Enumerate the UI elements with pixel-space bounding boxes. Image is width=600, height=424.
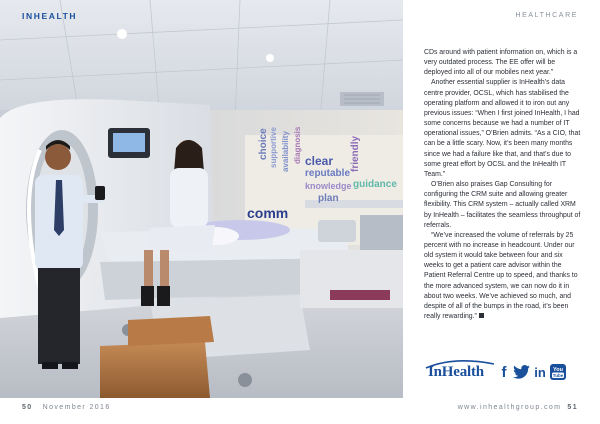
youtube-icon[interactable]: [550, 364, 566, 380]
article-paragraph: O’Brien also praises Gap Consulting for configuring the CRM suite and allowing greater flexibility. This CRM system – actually called XRM by InHealth – facilitates the seamless throughput of referrals.: [424, 181, 581, 229]
wall-word: diagnosis: [293, 126, 302, 164]
article-body: [424, 48, 583, 322]
right-page-number: 51: [567, 404, 578, 411]
article-paragraph: CDs around with patient information on, which is a very outdated process. The EE offer will be deployed into all of our mobiles next year.”: [424, 49, 578, 77]
wall-word: availability: [281, 131, 290, 172]
logo-text: InHealth: [428, 364, 484, 380]
left-page-folio: [22, 404, 111, 411]
wall-word: guidance: [353, 179, 397, 190]
website-url[interactable]: www.inhealthgroup.com: [457, 404, 562, 411]
social-links: [499, 363, 566, 381]
wall-word: choice: [258, 128, 269, 160]
inhealth-logo: [424, 358, 498, 388]
article-paragraph: Another essential supplier is InHealth’s data centre provider, OCSL, which has stabilised the operating platform and allowed it to iron out any previous issues: “When I first joined InHealth, I had some concerns because we had a number of IT operational issues,” O’Brien admits. “As a CIO, that can be a little scary. Now, it’s been many months since we had a failure like that, and that’s due to some great effort by OCSL and the InHealth IT Team.”: [424, 79, 581, 178]
wall-word: friendly: [350, 135, 361, 172]
section-tag: HEALTHCARE: [515, 12, 578, 19]
wall-word: knowledge: [305, 181, 352, 191]
svg-text:Tube: Tube: [552, 373, 564, 378]
brand-tag: INHEALTH: [22, 11, 78, 21]
left-footer: [0, 398, 403, 424]
issue-date: November 2016: [42, 404, 111, 411]
end-of-article-icon: [479, 313, 484, 318]
wall-word: comm: [247, 205, 289, 221]
wall-word: plan: [318, 193, 339, 204]
wall-word: supportive: [269, 127, 278, 168]
wall-word: reputable: [305, 168, 351, 179]
youtube-label: You: [553, 367, 563, 373]
left-page-number: 50: [22, 404, 33, 411]
twitter-icon[interactable]: [512, 364, 530, 380]
right-page-folio: [458, 404, 578, 411]
linkedin-icon[interactable]: in: [534, 364, 546, 380]
right-page: [403, 0, 600, 424]
article-paragraph: [424, 231, 583, 322]
article-paragraph-text: “We’ve increased the volume of referrals by 25 percent with no increase in headcount. Under our old system it would take between four and six weeks to get a patient care advisor within the Patient Referral Centre up to speed, and thanks to the more advanced system, we can now do it in about two weeks. We’ve achieved so much, and despite of all of the bumps in the road, it’s been really rewarding.”: [424, 231, 578, 321]
facebook-icon[interactable]: f: [501, 363, 507, 381]
wall-word: clear: [305, 154, 334, 168]
